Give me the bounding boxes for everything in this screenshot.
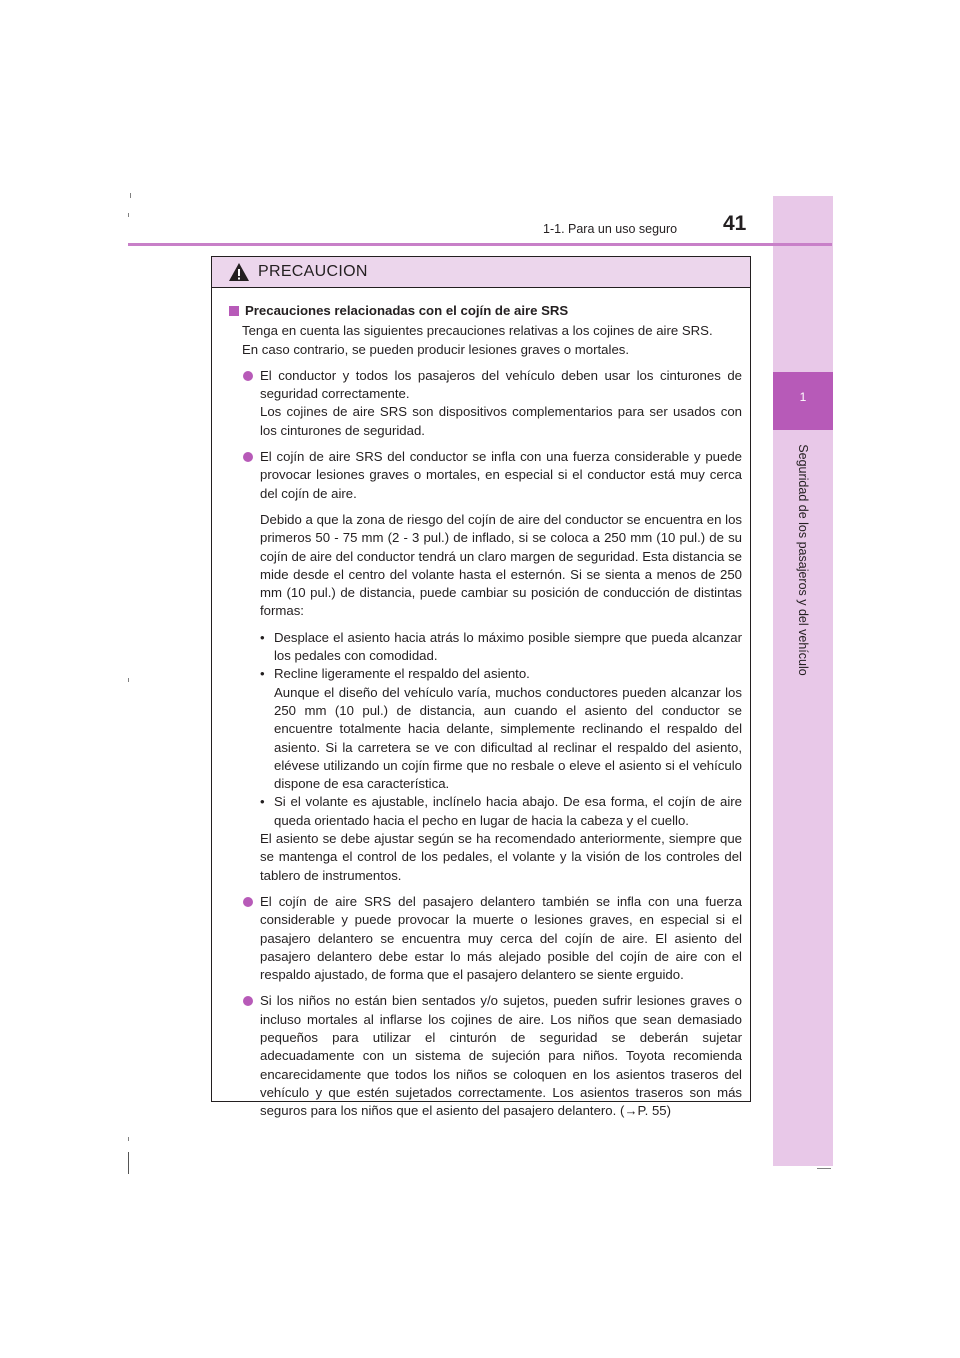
caution-header: [212, 257, 750, 288]
chapter-side-tab: [773, 196, 833, 1166]
warning-triangle-icon: [228, 262, 250, 282]
circle-bullet-icon: [243, 996, 253, 1006]
list-bullet: •: [260, 666, 265, 682]
crop-mark: [128, 1152, 129, 1174]
caution-box: [211, 256, 751, 1119]
bullet-paragraph: Debido a que la zona de riesgo del cojín de aire del conductor se encuentra en los primeros 50 - 75 mm (2 - 3 pul.) de inflado, si se coloca a 250 mm (10 pul.) de su cojín de aire del conductor tendrá un claro margen de seguridad. Esta distancia se mide desde el centro del volante hasta el esternón. Si se sienta a menos de 250 mm (10 pul.) de distancia, puede cambiar su posición de conducción de distintas formas:: [260, 511, 742, 619]
circle-bullet-icon: [243, 371, 253, 381]
caution-title: PRECAUCION: [258, 263, 368, 280]
intro-line: En caso contrario, se pueden producir lesiones graves o mortales.: [242, 341, 630, 357]
intro-line: Tenga en cuenta las siguientes precauciones relativas a los cojines de aire SRS.: [242, 323, 713, 339]
crop-mark: [128, 213, 129, 217]
bullet-text: El cojín de aire SRS del pasajero delantero también se infla con una fuerza considerable y puede provocar la muerte o lesiones graves, en especial si el pasajero delantero se encuentra muy cerca del cojín de aire. El asiento del pasajero delantero debe estar lo más alejado posible del cojín de aire con el respaldo ajustado, de forma que el pasajero delantero se siente erguido.: [260, 893, 742, 983]
header-rule: [128, 243, 832, 246]
bullet-item: [229, 893, 742, 984]
list-item: [260, 629, 742, 666]
bullet-text: El conductor y todos los pasajeros del vehículo deben usar los cinturones de seguridad correctamente.: [260, 367, 742, 402]
list-item-detail: Aunque el diseño del vehículo varía, muchos conductores pueden alcanzar los 250 mm (10 pul.) de distancia, aun cuando el asiento del conductor se encuentre totalmente hacia delante, simplemente reclinando el respaldo del asiento. Si la carretera se ve con dificultad al reclinar el respaldo del asiento, elévese utilizando un cojín firme que no resbale o eleve el asiento si el vehículo dispone de esa característica.: [274, 684, 742, 792]
list-item-text: Si el volante es ajustable, inclínelo hacia abajo. De esa forma, el cojín de aire queda orientado hacia el pecho en lugar de hacia la cabeza y el cuello.: [274, 794, 742, 828]
chapter-label: Seguridad de los pasajeros y del vehículo: [796, 444, 810, 676]
list-item-text: Desplace el asiento hacia atrás lo máximo posible siempre que pueda alcanzar los pedales con comodidad.: [274, 629, 742, 664]
list-item: [260, 665, 742, 793]
bullet-paragraph: El asiento se debe ajustar según se ha recomendado anteriormente, siempre que se mantenga el control de los pedales, el volante y la visión de los controles del tablero de instrumentos.: [260, 831, 742, 883]
circle-bullet-icon: [243, 897, 253, 907]
list-item-text: Recline ligeramente el respaldo del asiento.: [274, 666, 530, 682]
list-bullet: •: [260, 794, 265, 810]
crop-mark: [128, 678, 129, 682]
bullet-text: El cojín de aire SRS del conductor se infla con una fuerza considerable y puede provocar lesiones graves o mortales, en especial si el conductor está muy cerca del cojín de aire.: [260, 449, 742, 501]
section-heading: [229, 302, 742, 320]
bullet-item: [229, 448, 742, 503]
circle-bullet-icon: [243, 452, 253, 462]
caution-content: [212, 288, 750, 1120]
crop-mark: [130, 193, 131, 198]
chapter-number: 1: [799, 390, 807, 404]
section-title: Precauciones relacionadas con el cojín de aire SRS: [245, 303, 569, 318]
crop-mark: [128, 1137, 129, 1141]
intro-text: [229, 322, 742, 359]
bullet-text: Los cojines de aire SRS son dispositivos complementarios para ser usados con los cinturones de seguridad.: [260, 404, 742, 438]
crop-mark: [817, 1168, 831, 1169]
page-number: 41: [723, 212, 747, 235]
bullet-item: [229, 992, 742, 1120]
section-header: 1-1. Para un uso seguro: [543, 222, 678, 236]
sub-list: [229, 629, 742, 830]
bullet-text: Si los niños no están bien sentados y/o sujetos, pueden sufrir lesiones graves o incluso mortales al inflarse los cojines de aire. Los niños que sean demasiado pequeños para utilizar el cinturón de seguridad se deberán sujetar adecuadamente con un sistema de sujeción para niños. Toyota recomienda encarecidamente que todos los niños se coloquen en los asientos traseros del vehículo y que estén sujetados correctamente. Los asientos traseros son más seguros para los niños que el asiento del pasajero delantero. (→P. 55): [260, 993, 742, 1119]
square-bullet-icon: [229, 306, 239, 316]
bullet-item: [229, 367, 742, 440]
list-bullet: •: [260, 629, 265, 645]
list-item: [260, 793, 742, 830]
